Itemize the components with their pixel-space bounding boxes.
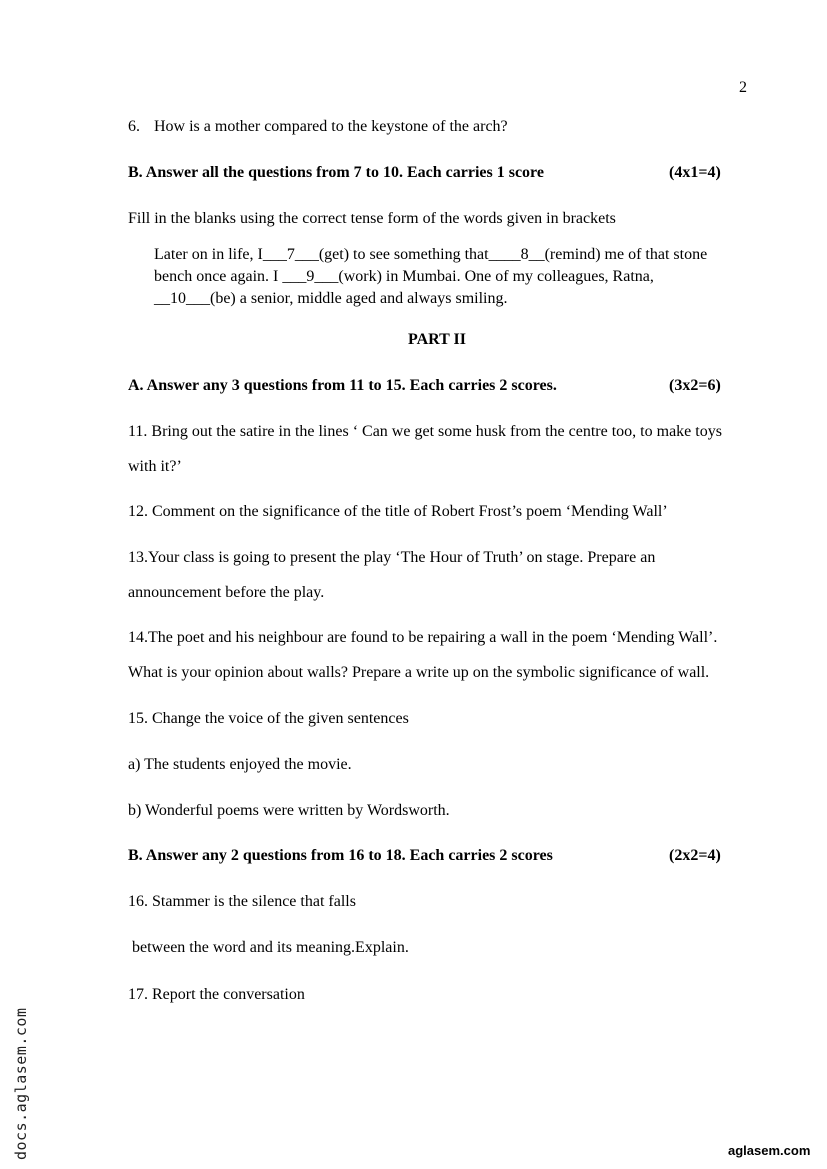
- section-b-heading-1: B. Answer all the questions from 7 to 10. Each carries 1 score: [128, 164, 544, 181]
- fill-passage-line: __10___(be) a senior, middle aged and always smiling.: [154, 290, 508, 307]
- question-17: 17. Report the conversation: [128, 986, 305, 1003]
- question-13-line1: 13.Your class is going to present the play ‘The Hour of Truth’ on stage. Prepare an: [128, 549, 656, 566]
- question-15b: b) Wonderful poems were written by Wordsworth.: [128, 802, 450, 819]
- corner-watermark: aglasem.com: [728, 1143, 811, 1158]
- question-15a: a) The students enjoyed the movie.: [128, 756, 352, 773]
- section-b-marks-2: (2x2=4): [669, 847, 721, 864]
- fill-passage-line: Later on in life, I___7___(get) to see something that____8__(remind) me of that stone: [154, 246, 708, 263]
- question-14-line2: What is your opinion about walls? Prepare a write up on the symbolic significance of wall.: [128, 664, 710, 681]
- section-b-marks-1: (4x1=4): [669, 164, 721, 181]
- fill-passage: [154, 244, 707, 310]
- question-14-line1: 14.The poet and his neighbour are found to be repairing a wall in the poem ‘Mending Wall’.: [128, 629, 718, 646]
- fill-passage-line: bench once again. I ___9___(work) in Mumbai. One of my colleagues, Ratna,: [154, 268, 654, 285]
- page-number: 2: [739, 79, 747, 96]
- question-16-line2: between the word and its meaning.Explain.: [128, 939, 409, 956]
- question-11-line1: 11. Bring out the satire in the lines ‘ Can we get some husk from the centre too, to make toys: [128, 423, 722, 440]
- question-16-line1: 16. Stammer is the silence that falls: [128, 893, 356, 910]
- question-15: 15. Change the voice of the given sentences: [128, 710, 409, 727]
- fill-instruction: Fill in the blanks using the correct tense form of the words given in brackets: [128, 210, 616, 227]
- section-a-marks-2: (3x2=6): [669, 377, 721, 394]
- part-two-heading: PART II: [408, 331, 466, 348]
- question-12: 12. Comment on the significance of the title of Robert Frost’s poem ‘Mending Wall’: [128, 503, 668, 520]
- section-b-heading-2: B. Answer any 2 questions from 16 to 18. Each carries 2 scores: [128, 847, 553, 864]
- question-11-line2: with it?’: [128, 458, 182, 475]
- question-13-line2: announcement before the play.: [128, 584, 325, 601]
- side-watermark: docs.aglasem.com: [12, 1007, 30, 1160]
- section-a-heading-2: A. Answer any 3 questions from 11 to 15. Each carries 2 scores.: [128, 377, 557, 394]
- question-6-number: 6.: [128, 118, 140, 135]
- question-6-text: How is a mother compared to the keystone of the arch?: [154, 118, 508, 135]
